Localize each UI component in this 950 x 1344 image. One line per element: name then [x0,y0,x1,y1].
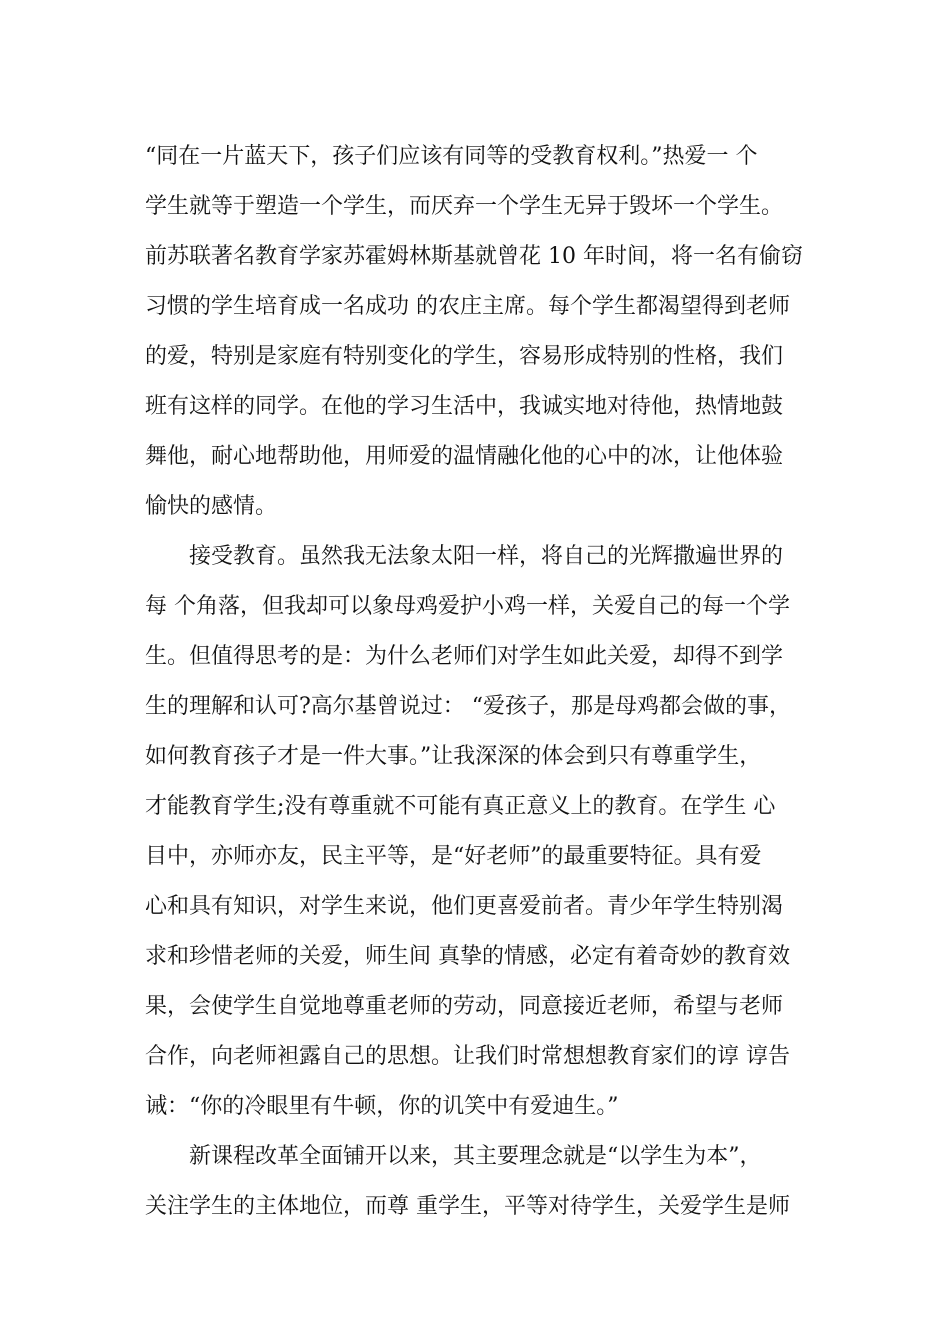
paragraph-start-line: 接受教育。虽然我无法象太阳一样，将自己的光辉撒遍世界的 [189,544,784,569]
text-line: 愉快的感情。 [145,494,278,519]
text-line: 舞他，耐心地帮助他，用师爱的温情融化他的心中的冰，让他体验 [145,444,784,469]
document-body [145,132,825,1232]
text-line: 每 个角落，但我却可以象母鸡爱护小鸡一样，关爱自己的每一个学 [145,594,790,619]
text-line: 的爱，特别是家庭有特别变化的学生，容易形成特别的性格，我们 [145,344,784,369]
text-line: 如何教育孩子才是一件大事。”让我深深的体会到只有尊重学生， [145,744,762,769]
text-line: 习惯的学生培育成一名成功 的农庄主席。每个学生都渴望得到老师 [145,294,790,319]
text-line: 才能教育学生;没有尊重就不可能有真正意义上的教育。在学生 心 [145,794,776,819]
text-line: 合作，向老师袒露自己的思想。让我们时常想想教育家们的谆 谆告 [145,1044,790,1069]
text-line: “同在一片蓝天下，孩子们应该有同等的受教育权利。”热爱一 个 [145,144,758,169]
text-line: 心和具有知识，对学生来说，他们更喜爱前者。青少年学生特别渴 [145,894,784,919]
text-line: 生。但值得思考的是：为什么老师们对学生如此关爱，却得不到学 [145,644,784,669]
text-line: 关注学生的主体地位，而尊 重学生，平等对待学生，关爱学生是师 [145,1194,790,1219]
text-line: 目中，亦师亦友，民主平等，是“好老师”的最重要特征。具有爱 [145,844,762,869]
text-line: 诫：“你的冷眼里有牛顿，你的讥笑中有爱迪生。” [145,1094,619,1119]
text-line: 生的理解和认可?高尔基曾说过： “爱孩子，那是母鸡都会做的事， [145,694,792,719]
text-line: 果，会使学生自觉地尊重老师的劳动，同意接近老师，希望与老师 [145,994,784,1019]
text-line: 求和珍惜老师的关爱，师生间 真挚的情感，必定有着奇妙的教育效 [145,944,790,969]
paragraph-start-line: 新课程改革全面铺开以来，其主要理念就是“以学生为本”， [189,1144,762,1169]
text-line: 班有这样的同学。在他的学习生活中，我诚实地对待他，热情地鼓 [145,394,784,419]
text-line: 前苏联著名教育学家苏霍姆林斯基就曾花 10 年时间，将一名有偷窃 [145,244,803,269]
text-line: 学生就等于塑造一个学生，而厌弃一个学生无异于毁坏一个学生。 [145,194,784,219]
